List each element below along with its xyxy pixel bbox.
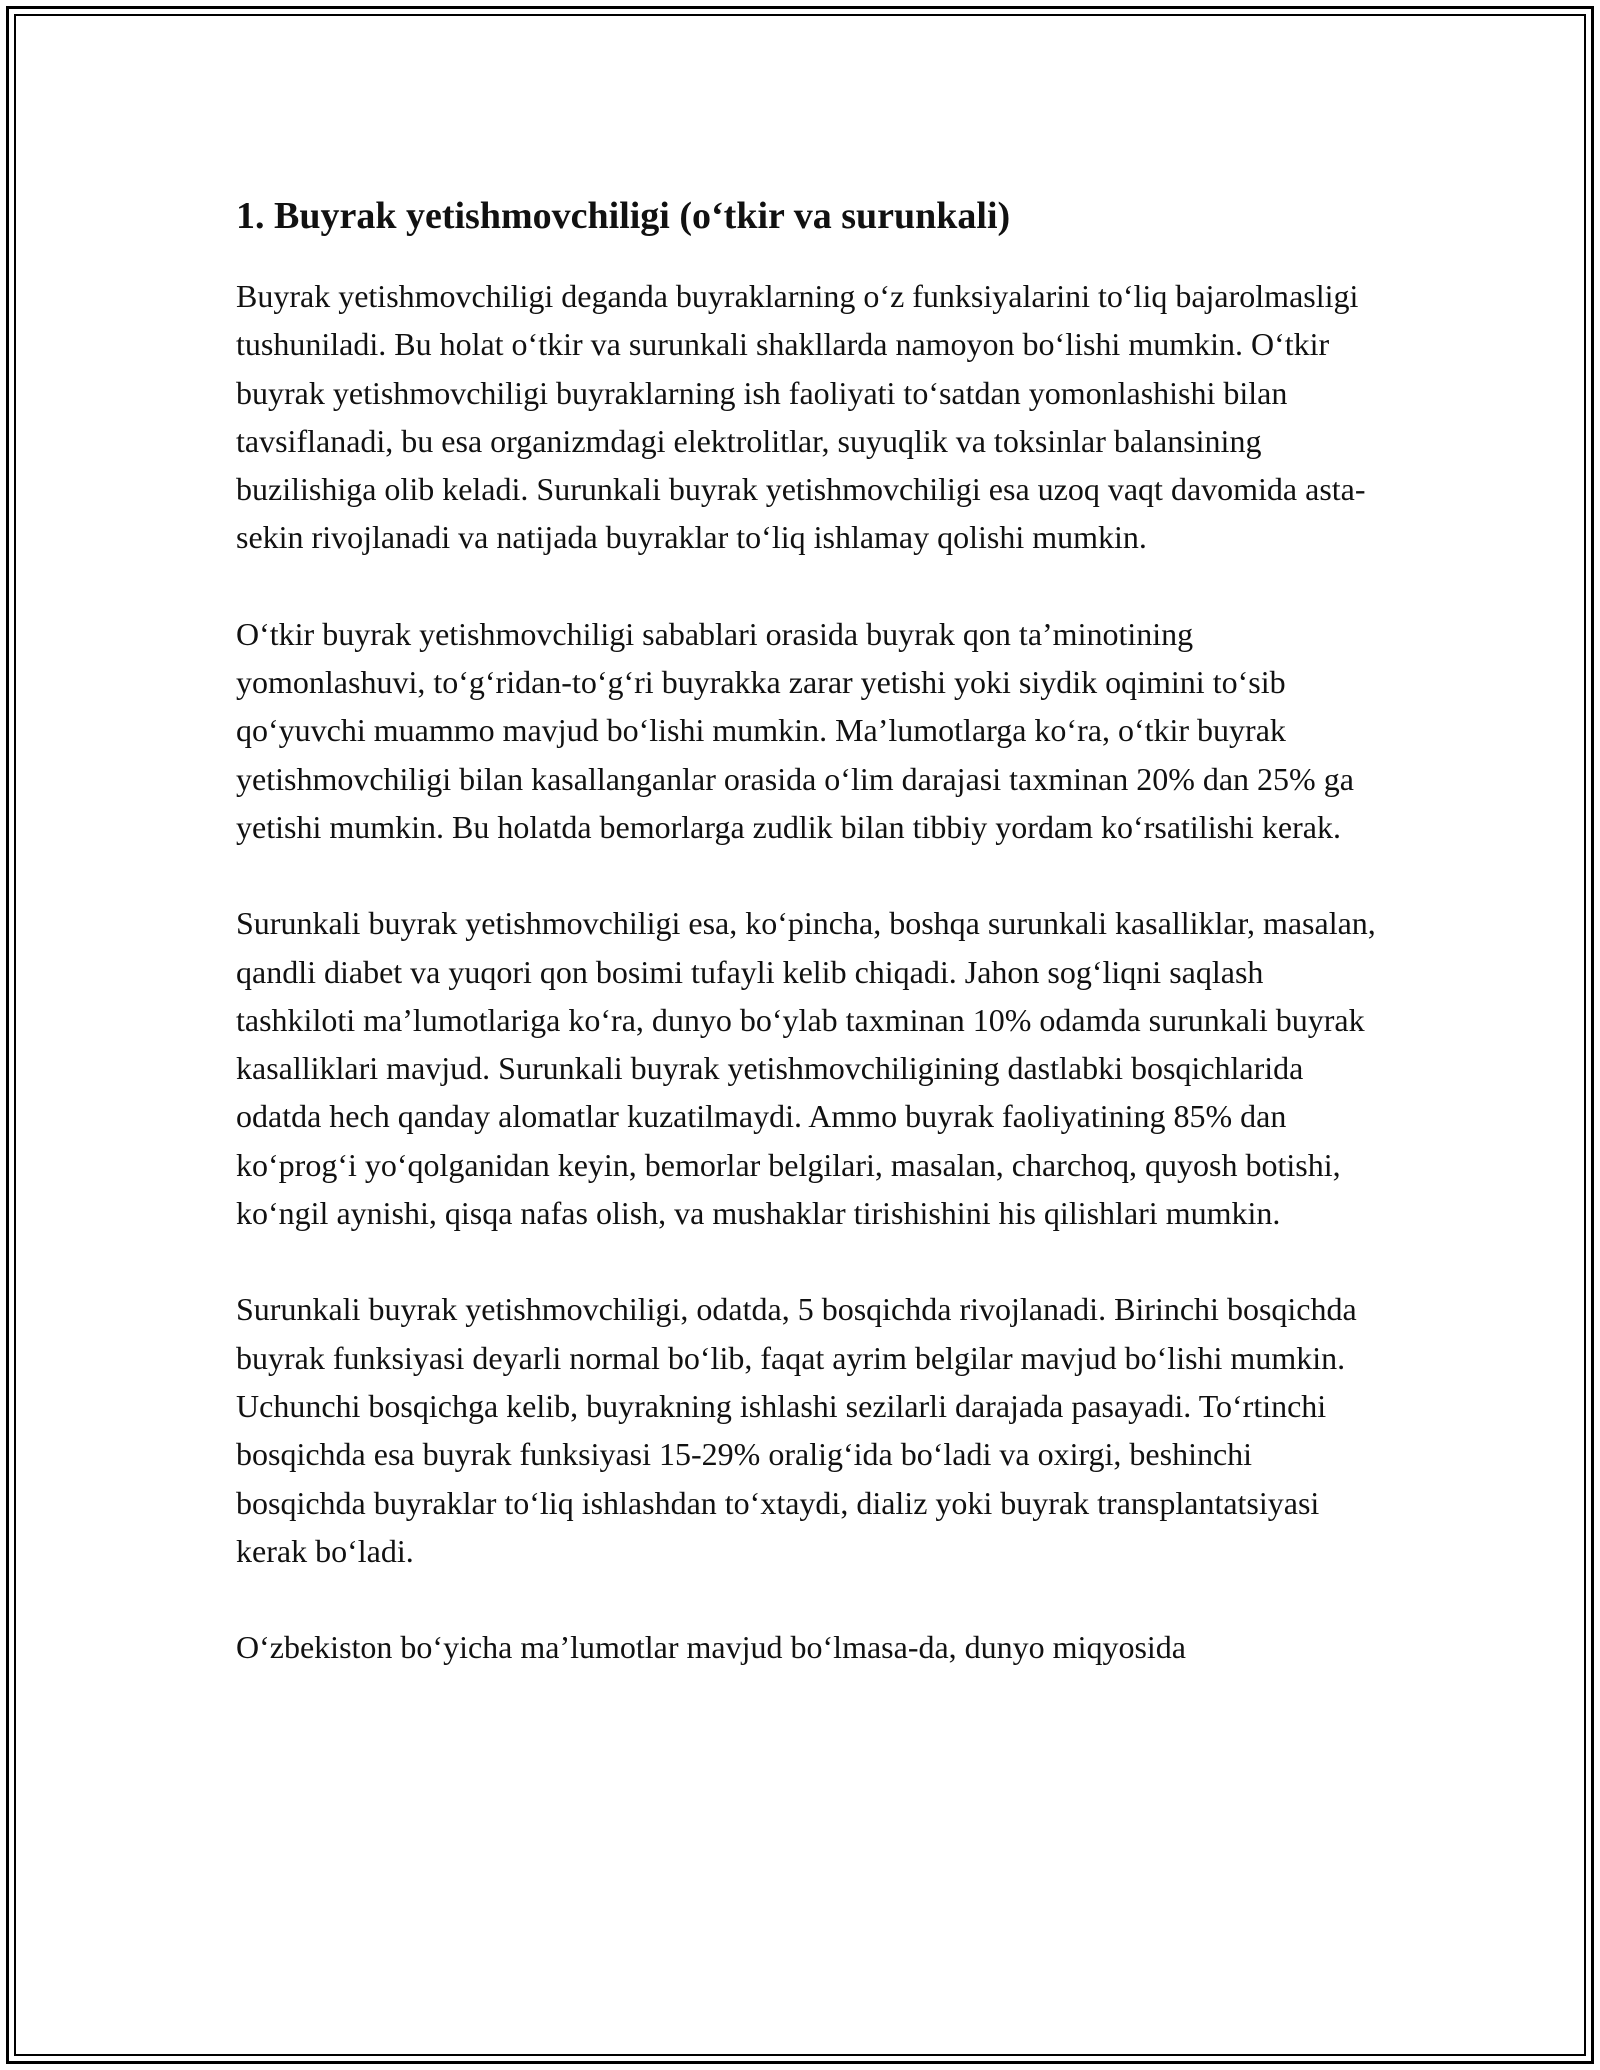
section-heading: 1. Buyrak yetishmovchiligi (o‘tkir va surunkali) <box>236 195 1011 237</box>
document-body <box>236 190 1376 1671</box>
paragraph-4: Surunkali buyrak yetishmovchiligi, odatda, 5 bosqichda rivojlanadi. Birinchi bosqichda buyrak funksiyasi deyarli normal bo‘lib, faqat ayrim belgilar mavjud bo‘lishi mumkin. Uchunchi bosqichga kelib, buyrakning ishlashi sezilarli darajada pasayadi. To‘rtinchi bosqichda esa buyrak funksiyasi 15-29% oralig‘ida bo‘ladi va oxirgi, beshinchi bosqichda buyraklar to‘liq ishlashdan to‘xtaydi, dializ yoki buyrak transplantatsiyasi kerak bo‘ladi. <box>236 1291 1357 1569</box>
paragraph-3: Surunkali buyrak yetishmovchiligi esa, ko‘pincha, boshqa surunkali kasalliklar, masalan, qandli diabet va yuqori qon bosimi tufayli kelib chiqadi. Jahon sog‘liqni saqlash tashkiloti ma’lumotlariga ko‘ra, dunyo bo‘ylab taxminan 10% odamda surunkali buyrak kasalliklari mavjud. Surunkali buyrak yetishmovchiligining dastlabki bosqichlarida odatda hech qanday alomatlar kuzatilmaydi. Ammo buyrak faoliyatining 85% dan ko‘prog‘i yo‘qolganidan keyin, bemorlar belgilari, masalan, charchoq, quyosh botishi, ko‘ngil aynishi, qisqa nafas olish, va mushaklar tirishishini his qilishlari mumkin. <box>236 905 1376 1232</box>
paragraph-5: O‘zbekiston bo‘yicha ma’lumotlar mavjud bo‘lmasa-da, dunyo miqyosida <box>236 1629 1186 1666</box>
paragraph-2: O‘tkir buyrak yetishmovchiligi sabablari orasida buyrak qon ta’minotining yomonlashuvi, to‘g‘ridan-to‘g‘ri buyrakka zarar yetishi yoki siydik oqimini to‘sib qo‘yuvchi muammo mavjud bo‘lishi mumkin. Ma’lumotlarga ko‘ra, o‘tkir buyrak yetishmovchiligi bilan kasallanganlar orasida o‘lim darajasi taxminan 20% dan 25% ga yetishi mumkin. Bu holatda bemorlarga zudlik bilan tibbiy yordam ko‘rsatilishi kerak. <box>236 615 1354 845</box>
paragraph-1: Buyrak yetishmovchiligi deganda buyraklarning o‘z funksiyalarini to‘liq bajarolmasligi tushuniladi. Bu holat o‘tkir va surunkali shakllarda namoyon bo‘lishi mumkin. O‘tkir buyrak yetishmovchiligi buyraklarning ish faoliyati to‘satdan yomonlashishi bilan tavsiflanadi, bu esa organizmdagi elektrolitlar, suyuqlik va toksinlar balansining buzilishiga olib keladi. Surunkali buyrak yetishmovchiligi esa uzoq vaqt davomida asta-sekin rivojlanadi va natijada buyraklar to‘liq ishlamay qolishi mumkin. <box>236 278 1366 556</box>
